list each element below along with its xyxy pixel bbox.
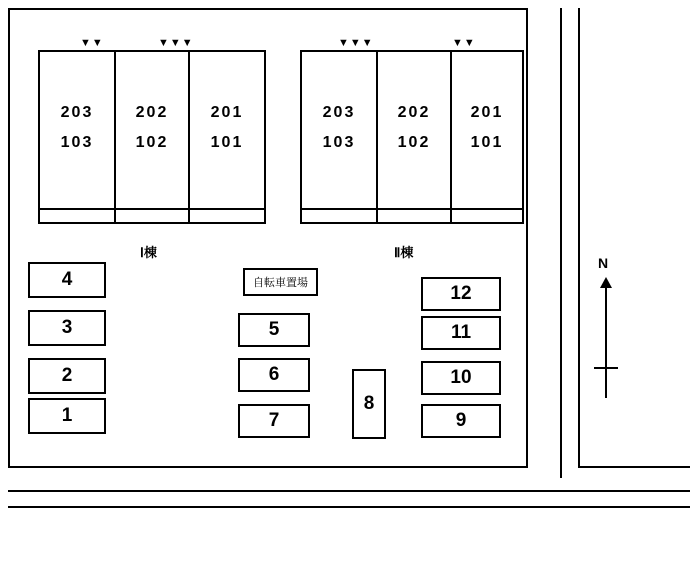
north-arrow-cross <box>594 367 618 369</box>
building-2-label: Ⅱ棟 <box>394 245 414 260</box>
room-number-lower: 103 <box>60 134 94 151</box>
building-1-arrows-right: ▼▼▼ <box>158 37 194 49</box>
room-number-lower: 101 <box>210 134 244 151</box>
parking-stall-label: 8 <box>363 393 375 414</box>
parking-stall-12[interactable] <box>421 277 501 311</box>
building-1-unit-203-103 <box>40 52 116 208</box>
room-number-upper: 202 <box>135 104 169 121</box>
north-arrow-shaft <box>605 288 607 398</box>
parking-stall-2[interactable] <box>28 358 106 394</box>
parking-stall-1[interactable] <box>28 398 106 434</box>
building-1-label: Ⅰ棟 <box>140 245 157 260</box>
parking-stall-8[interactable] <box>352 369 386 439</box>
building-2-unit-202-102 <box>378 52 452 208</box>
parking-stall-4[interactable] <box>28 262 106 298</box>
room-number-lower: 103 <box>322 134 356 151</box>
parking-stall-label: 9 <box>455 410 467 431</box>
room-number-upper: 201 <box>210 104 244 121</box>
room-number-upper: 201 <box>470 104 504 121</box>
room-number-upper: 202 <box>397 104 431 121</box>
bicycle-parking-label: 自転車置場 <box>253 277 308 289</box>
room-number-lower: 102 <box>135 134 169 151</box>
parking-stall-5[interactable] <box>238 313 310 347</box>
parking-stall-10[interactable] <box>421 361 501 395</box>
room-number-lower: 101 <box>470 134 504 151</box>
parking-stall-11[interactable] <box>421 316 501 350</box>
parking-stall-label: 4 <box>61 269 73 290</box>
north-label: N <box>598 255 609 271</box>
building-1-base-divider-1 <box>114 210 116 224</box>
building-1-base-divider-2 <box>188 210 190 224</box>
road-edge-right-curve <box>578 466 690 468</box>
parking-stall-6[interactable] <box>238 358 310 392</box>
parking-stall-label: 2 <box>61 365 73 386</box>
building-2-arrows-right: ▼▼ <box>452 37 476 49</box>
parking-stall-label: 7 <box>268 410 280 431</box>
parking-stall-9[interactable] <box>421 404 501 438</box>
parking-stall-label: 11 <box>450 322 472 343</box>
parking-stall-label: 12 <box>450 283 472 304</box>
building-2-unit-203-103 <box>302 52 378 208</box>
room-number-upper: 203 <box>322 104 356 121</box>
building-2-arrows-left: ▼▼▼ <box>338 37 374 49</box>
parking-stall-3[interactable] <box>28 310 106 346</box>
parking-stall-label: 10 <box>450 367 472 388</box>
road-edge-right <box>578 8 580 468</box>
parking-stall-label: 3 <box>61 317 73 338</box>
road-edge-left <box>560 8 562 478</box>
building-2-base-divider-2 <box>450 210 452 224</box>
building-2-base-divider-1 <box>376 210 378 224</box>
building-2 <box>300 50 524 210</box>
building-1-unit-202-102 <box>116 52 190 208</box>
parking-stall-label: 5 <box>268 319 280 340</box>
building-2-unit-201-101 <box>452 52 522 208</box>
road-bottom-line-lower <box>8 506 690 508</box>
parking-stall-label: 6 <box>268 364 280 385</box>
building-1-unit-201-101 <box>190 52 264 208</box>
building-1 <box>38 50 266 210</box>
parking-stall-7[interactable] <box>238 404 310 438</box>
parking-stall-label: 1 <box>61 405 73 426</box>
building-1-arrows-left: ▼▼ <box>80 37 104 49</box>
room-number-upper: 203 <box>60 104 94 121</box>
building-1-base-strip <box>38 210 266 224</box>
room-number-lower: 102 <box>397 134 431 151</box>
road-bottom-line-upper <box>8 490 690 492</box>
bicycle-parking-area <box>243 268 318 296</box>
north-arrow-icon <box>600 277 612 288</box>
building-2-base-strip <box>300 210 524 224</box>
